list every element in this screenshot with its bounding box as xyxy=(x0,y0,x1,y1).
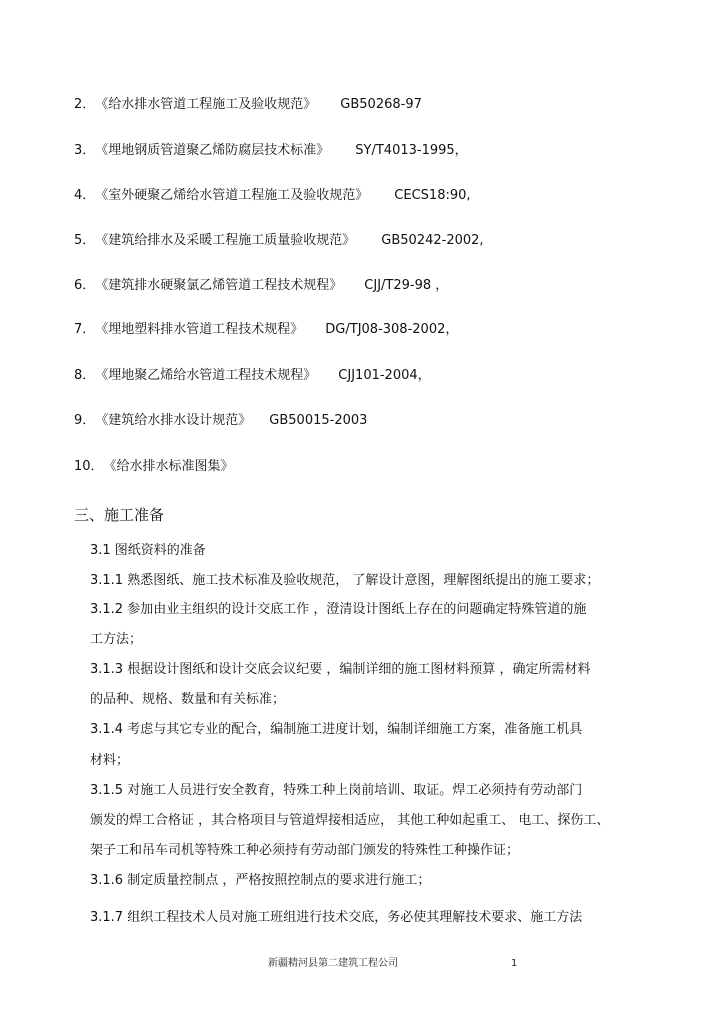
reference-item xyxy=(74,188,471,204)
reference-item xyxy=(74,459,234,475)
reference-code: DG/TJ08-308-2002， xyxy=(325,322,459,337)
reference-item xyxy=(74,368,431,384)
paragraph-line: 3.1.2 参加由业主组织的设计交底工作 ，澄清设计图纸上存在的问题确定特殊管道的施 xyxy=(90,602,587,617)
reference-title: 《建筑给排水及采暖工程施工质量验收规范》 xyxy=(95,233,356,248)
reference-title: 《埋地塑料排水管道工程技术规程》 xyxy=(95,322,304,337)
reference-code: CECS18:90, xyxy=(394,188,471,203)
reference-item xyxy=(74,233,484,249)
reference-number: 8． xyxy=(74,368,96,383)
reference-item xyxy=(74,143,468,159)
paragraph-line: 3.1.5 对施工人员进行安全教育，特殊工种上岗前培训、取证。焊工必须持有劳动部门 xyxy=(90,783,583,798)
paragraph-line: 3.1 图纸资料的准备 xyxy=(90,543,206,558)
paragraph-line: 材料； xyxy=(90,753,130,768)
paragraph-line: 3.1.1 熟悉图纸、施工技术标准及验收规范， 了解设计意图，理解图纸提出的施工要求； xyxy=(90,573,600,588)
reference-code: SY/T4013-1995， xyxy=(355,143,468,158)
section-heading: 三、施工准备 xyxy=(74,506,165,524)
paragraph-line: 架子工和吊车司机等特殊工种必须持有劳动部门颁发的特殊性工种操作证； xyxy=(90,843,520,858)
reference-code: GB50242-2002, xyxy=(381,233,484,248)
reference-code: CJJ/T29-98 ， xyxy=(364,278,449,293)
reference-number: 3． xyxy=(74,143,96,158)
paragraph-line: 工方法； xyxy=(90,632,143,647)
reference-item xyxy=(74,278,448,294)
reference-item xyxy=(74,413,367,429)
reference-number: 4． xyxy=(74,188,96,203)
reference-code: GB50015-2003 xyxy=(269,413,368,428)
paragraph-line: 的品种、规格、数量和有关标准； xyxy=(90,692,286,707)
reference-number: 5． xyxy=(74,233,96,248)
reference-title: 《建筑给水排水设计规范》 xyxy=(95,413,252,428)
reference-title: 《建筑排水硬聚氯乙烯管道工程技术规程》 xyxy=(95,278,343,293)
paragraph-line: 3.1.4 考虑与其它专业的配合，编制施工进度计划，编制详细施工方案，准备施工机具 xyxy=(90,722,583,737)
reference-title: 《埋地聚乙烯给水管道工程技术规程》 xyxy=(95,368,317,383)
reference-number: 7． xyxy=(74,322,96,337)
reference-title: 《埋地钢质管道聚乙烯防腐层技术标准》 xyxy=(95,143,330,158)
reference-title: 《室外硬聚乙烯给水管道工程施工及验收规范》 xyxy=(95,188,369,203)
reference-number: 9． xyxy=(74,413,96,428)
reference-item xyxy=(74,97,422,113)
reference-code: CJJ101-2004， xyxy=(338,368,431,383)
reference-number: 10． xyxy=(74,459,104,474)
reference-number: 6． xyxy=(74,278,96,293)
paragraph-line: 3.1.3 根据设计图纸和设计交底会议纪要 ，编制详细的施工图材料预算 ，确定所需材料 xyxy=(90,662,591,677)
paragraph-line: 颁发的焊工合格证 ，其合格项目与管道焊接相适应， 其他工种如起重工、 电工、探伤工、 xyxy=(90,813,610,828)
reference-item xyxy=(74,322,458,338)
paragraph-line: 3.1.7 组织工程技术人员对施工班组进行技术交底，务必使其理解技术要求、施工方法 xyxy=(90,910,583,925)
paragraph-line: 3.1.6 制定质量控制点 ，严格按照控制点的要求进行施工； xyxy=(90,873,431,888)
footer-company: 新疆精河县第二建筑工程公司 xyxy=(268,958,398,969)
reference-code: GB50268-97 xyxy=(340,97,422,112)
reference-title: 《给水排水管道工程施工及验收规范》 xyxy=(95,97,317,112)
footer-page-number: 1 xyxy=(511,958,518,969)
reference-title: 《给水排水标准图集》 xyxy=(103,459,234,474)
reference-number: 2． xyxy=(74,97,96,112)
